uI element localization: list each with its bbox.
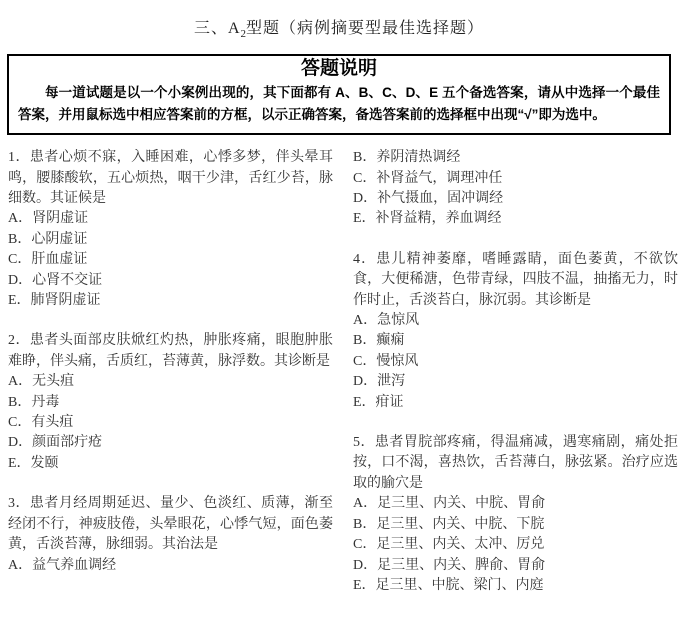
question-2-option-d[interactable]: D．颜面部疔疮 [8, 435, 103, 451]
question-5-option-e[interactable]: E．足三里、中脘、梁门、内庭 [353, 577, 544, 593]
question-4-option-b[interactable]: B．癫痫 [353, 333, 405, 349]
question-3-option-c[interactable]: C．补肾益气，调理冲任 [353, 170, 503, 186]
page-title-subscript: 2 [240, 28, 247, 41]
question-block-1 [8, 148, 333, 311]
question-4-option-e[interactable]: E．疳证 [353, 394, 404, 410]
question-2-option-a[interactable]: A．无头疽 [8, 374, 75, 390]
instructions-heading: 答题说明 [300, 58, 377, 80]
question-3-option-e[interactable]: E．补肾益精，养血调经 [353, 211, 502, 227]
question-4-stem: 4．患儿精神萎靡，嗜睡露睛，面色萎黄，不欲饮食，大便稀溏，色带青绿，四肢不温，抽搐无力，时作时止，舌淡苔白，脉沉弱。其诊断是 [353, 251, 678, 308]
question-3-stem: 3．患者月经周期延迟、量少、色淡红、质薄，渐至经闭不行，神疲肢倦，头晕眼花，心悸气短，面色萎黄，舌淡苔薄，脉细弱。其治法是 [8, 496, 333, 553]
question-5-option-d[interactable]: D．足三里、内关、脾俞、胃俞 [353, 557, 546, 573]
question-5-stem: 5．患者胃脘部疼痛，得温痛减，遇寒痛剧，痛处拒按，口不渴，喜热饮，舌苔薄白，脉弦紧。治疗应选取的腧穴是 [353, 435, 678, 491]
question-1-option-d[interactable]: D．心肾不交证 [8, 272, 103, 288]
question-block-4 [353, 250, 678, 413]
question-2-stem: 2．患者头面部皮肤焮红灼热，肿胀疼痛，眼胞肿胀难睁，伴头痛，舌质红，苔薄黄，脉浮数。其诊断是 [8, 333, 333, 369]
instructions-text: 每一道试题是以一个小案例出现的，其下面都有 A、B、C、D、E 五个备选答案，请从中选择一个最佳答案，并用鼠标选中相应答案前的方框，以示正确答案，备选答案前的选择框中出现“√”即为选中。 [18, 85, 660, 123]
question-4-option-d[interactable]: D．泄泻 [353, 374, 406, 390]
question-4-option-c[interactable]: C．慢惊风 [353, 353, 419, 369]
question-3-option-d[interactable]: D．补气摄血，固冲调经 [353, 191, 504, 206]
question-4-option-a[interactable]: A．急惊风 [353, 313, 420, 329]
question-columns [0, 135, 678, 616]
right-column [353, 148, 678, 616]
question-1-stem: 1．患者心烦不寐，入睡困难，心悸多梦，伴头晕耳鸣，腰膝酸软，五心烦热，咽干少津，舌红少苔，脉细数。其证候是 [8, 150, 333, 206]
page-title-suffix: 型题（病例摘要型最佳选择题） [246, 20, 485, 37]
question-1-option-e[interactable]: E．肺肾阴虚证 [8, 293, 101, 309]
question-1-option-b[interactable]: B．心阴虚证 [8, 231, 88, 247]
question-3-option-b[interactable]: B．养阴清热调经 [353, 150, 461, 166]
question-1-option-c[interactable]: C．肝血虚证 [8, 252, 88, 268]
answer-instructions-box [7, 54, 671, 135]
page-title-prefix: 三、A [193, 20, 241, 37]
page-title [0, 15, 678, 40]
left-column [8, 148, 333, 616]
question-2-option-c[interactable]: C．有头疽 [8, 415, 74, 431]
question-3-option-a[interactable]: A．益气养血调经 [8, 557, 117, 573]
question-block-5 [353, 433, 678, 596]
question-5-option-c[interactable]: C．足三里、内关、太冲、厉兑 [353, 537, 545, 553]
question-block-2 [8, 331, 333, 474]
question-block-3-continued [353, 148, 678, 230]
question-5-option-a[interactable]: A．足三里、内关、中脘、胃俞 [353, 496, 546, 512]
question-5-option-b[interactable]: B．足三里、内关、中脘、下脘 [353, 516, 545, 532]
question-2-option-e[interactable]: E．发颐 [8, 455, 59, 471]
exam-page [0, 15, 678, 619]
question-block-3 [8, 494, 333, 576]
question-1-option-a[interactable]: A．肾阴虚证 [8, 211, 89, 227]
question-2-option-b[interactable]: B．丹毒 [8, 394, 60, 410]
